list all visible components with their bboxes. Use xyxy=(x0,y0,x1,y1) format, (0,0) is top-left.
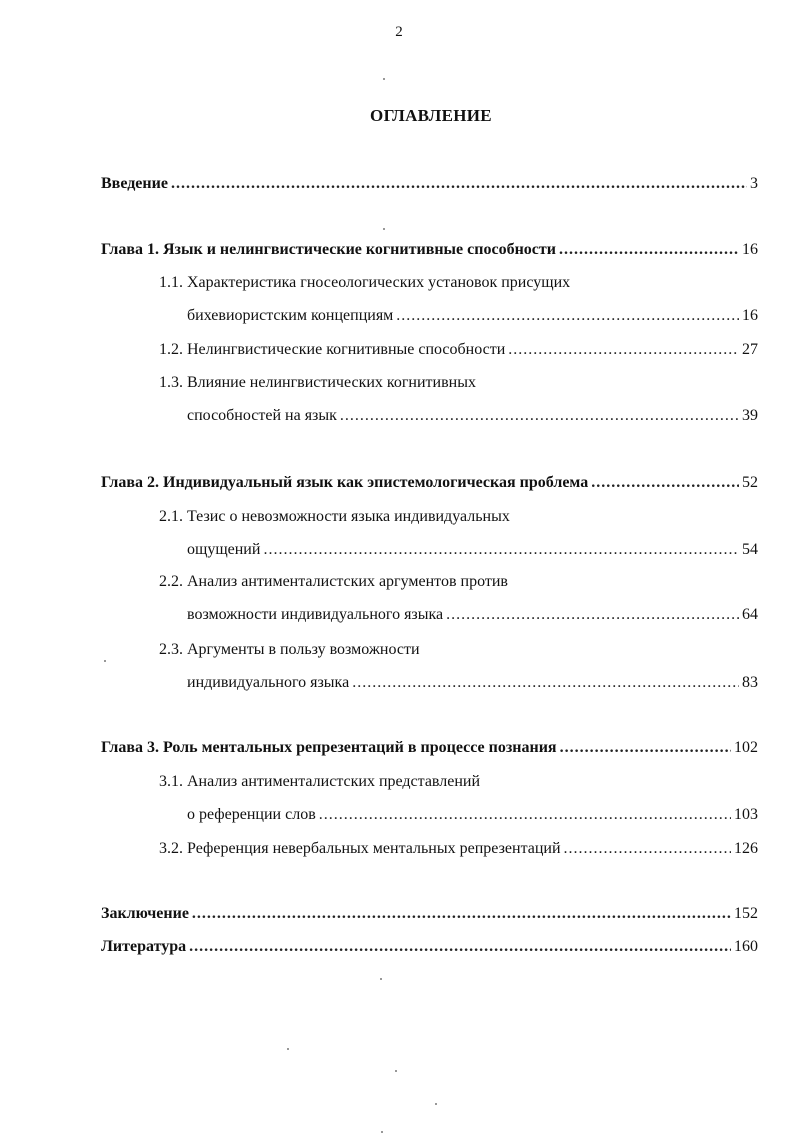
page-title: ОГЛАВЛЕНИЕ xyxy=(370,106,492,125)
toc-entry-chapter-3 xyxy=(101,738,758,758)
dot-leader xyxy=(508,340,739,360)
toc-entry-section-3-2 xyxy=(159,839,758,859)
toc-entry-section-3-1-line1: 3.1. Анализ антименталистских представлений xyxy=(159,773,481,790)
scan-speck xyxy=(104,660,106,662)
toc-entry-label: бихевиористским концепциям xyxy=(187,307,394,324)
toc-entry-section-1-1-line1: 1.1. Характеристика гносеологических установок присущих xyxy=(159,274,571,291)
scan-speck xyxy=(287,1048,289,1050)
scan-speck xyxy=(383,78,385,80)
dot-leader xyxy=(396,306,739,326)
scan-speck xyxy=(395,1070,397,1072)
toc-entry-section-1-3 xyxy=(187,406,758,426)
toc-entry-section-1-2 xyxy=(159,340,758,360)
toc-entry-section-3-1 xyxy=(187,805,758,825)
toc-entry-chapter-2 xyxy=(101,473,758,493)
toc-entry-page: 27 xyxy=(742,341,758,358)
toc-entry-section-2-2 xyxy=(187,605,758,625)
toc-entry-label: Литература xyxy=(101,938,187,955)
dot-leader xyxy=(319,805,731,825)
toc-entry-page: 103 xyxy=(734,806,758,823)
toc-entry-section-2-3 xyxy=(187,673,758,693)
toc-entry-page: 52 xyxy=(742,474,758,491)
toc-entry-page: 83 xyxy=(742,674,758,691)
toc-entry-label: 3.2. Референция невербальных ментальных репрезентаций xyxy=(159,840,561,857)
toc-entry-label: 1.2. Нелингвистические когнитивные способности xyxy=(159,341,506,358)
scan-speck xyxy=(380,978,382,980)
dot-leader xyxy=(559,240,739,260)
dot-leader xyxy=(263,540,739,560)
toc-entry-literature xyxy=(101,937,758,957)
toc-entry-intro xyxy=(101,174,758,194)
toc-entry-page: 64 xyxy=(742,606,758,623)
toc-entry-label: Глава 3. Роль ментальных репрезентаций в процессе познания xyxy=(101,739,557,756)
toc-entry-page: 54 xyxy=(742,541,758,558)
toc-entry-section-2-3-line1: 2.3. Аргументы в пользу возможности xyxy=(159,641,420,658)
toc-entry-section-2-1 xyxy=(187,540,758,560)
toc-entry-page: 16 xyxy=(742,307,758,324)
toc-entry-section-1-3-line1: 1.3. Влияние нелингвистических когнитивных xyxy=(159,374,476,391)
toc-entry-label: Заключение xyxy=(101,905,189,922)
toc-entry-chapter-1 xyxy=(101,240,758,260)
toc-entry-page: 102 xyxy=(734,739,758,756)
toc-entry-label: Глава 2. Индивидуальный язык как эпистемологическая проблема xyxy=(101,474,589,491)
toc-entry-label: индивидуального языка xyxy=(187,674,350,691)
page-number: 2 xyxy=(395,24,403,40)
toc-entry-label: возможности индивидуального языка xyxy=(187,606,444,623)
scan-speck xyxy=(383,228,385,230)
toc-entry-page: 160 xyxy=(734,938,758,955)
dot-leader xyxy=(591,473,739,493)
toc-entry-section-2-1-line1: 2.1. Тезис о невозможности языка индивидуальных xyxy=(159,508,510,525)
dot-leader xyxy=(340,406,739,426)
dot-leader xyxy=(171,174,747,194)
toc-entry-page: 152 xyxy=(734,905,758,922)
dot-leader xyxy=(446,605,739,625)
scan-speck xyxy=(381,1131,383,1133)
dot-leader xyxy=(560,738,731,758)
toc-entry-label: Введение xyxy=(101,175,168,192)
toc-entry-page: 3 xyxy=(750,175,758,192)
toc-entry-page: 16 xyxy=(742,241,758,258)
scan-speck xyxy=(435,1103,437,1105)
toc-entry-label: о референции слов xyxy=(187,806,316,823)
toc-entry-label: Глава 1. Язык и нелингвистические когнитивные способности xyxy=(101,241,556,258)
dot-leader xyxy=(189,937,731,957)
dot-leader xyxy=(352,673,739,693)
toc-entry-section-1-1 xyxy=(187,306,758,326)
toc-entry-page: 39 xyxy=(742,407,758,424)
toc-entry-conclusion xyxy=(101,904,758,924)
toc-entry-page: 126 xyxy=(734,840,758,857)
dot-leader xyxy=(564,839,731,859)
toc-entry-label: ощущений xyxy=(187,541,261,558)
toc-entry-label: способностей на язык xyxy=(187,407,337,424)
dot-leader xyxy=(192,904,731,924)
toc-entry-section-2-2-line1: 2.2. Анализ антименталистских аргументов против xyxy=(159,573,508,590)
